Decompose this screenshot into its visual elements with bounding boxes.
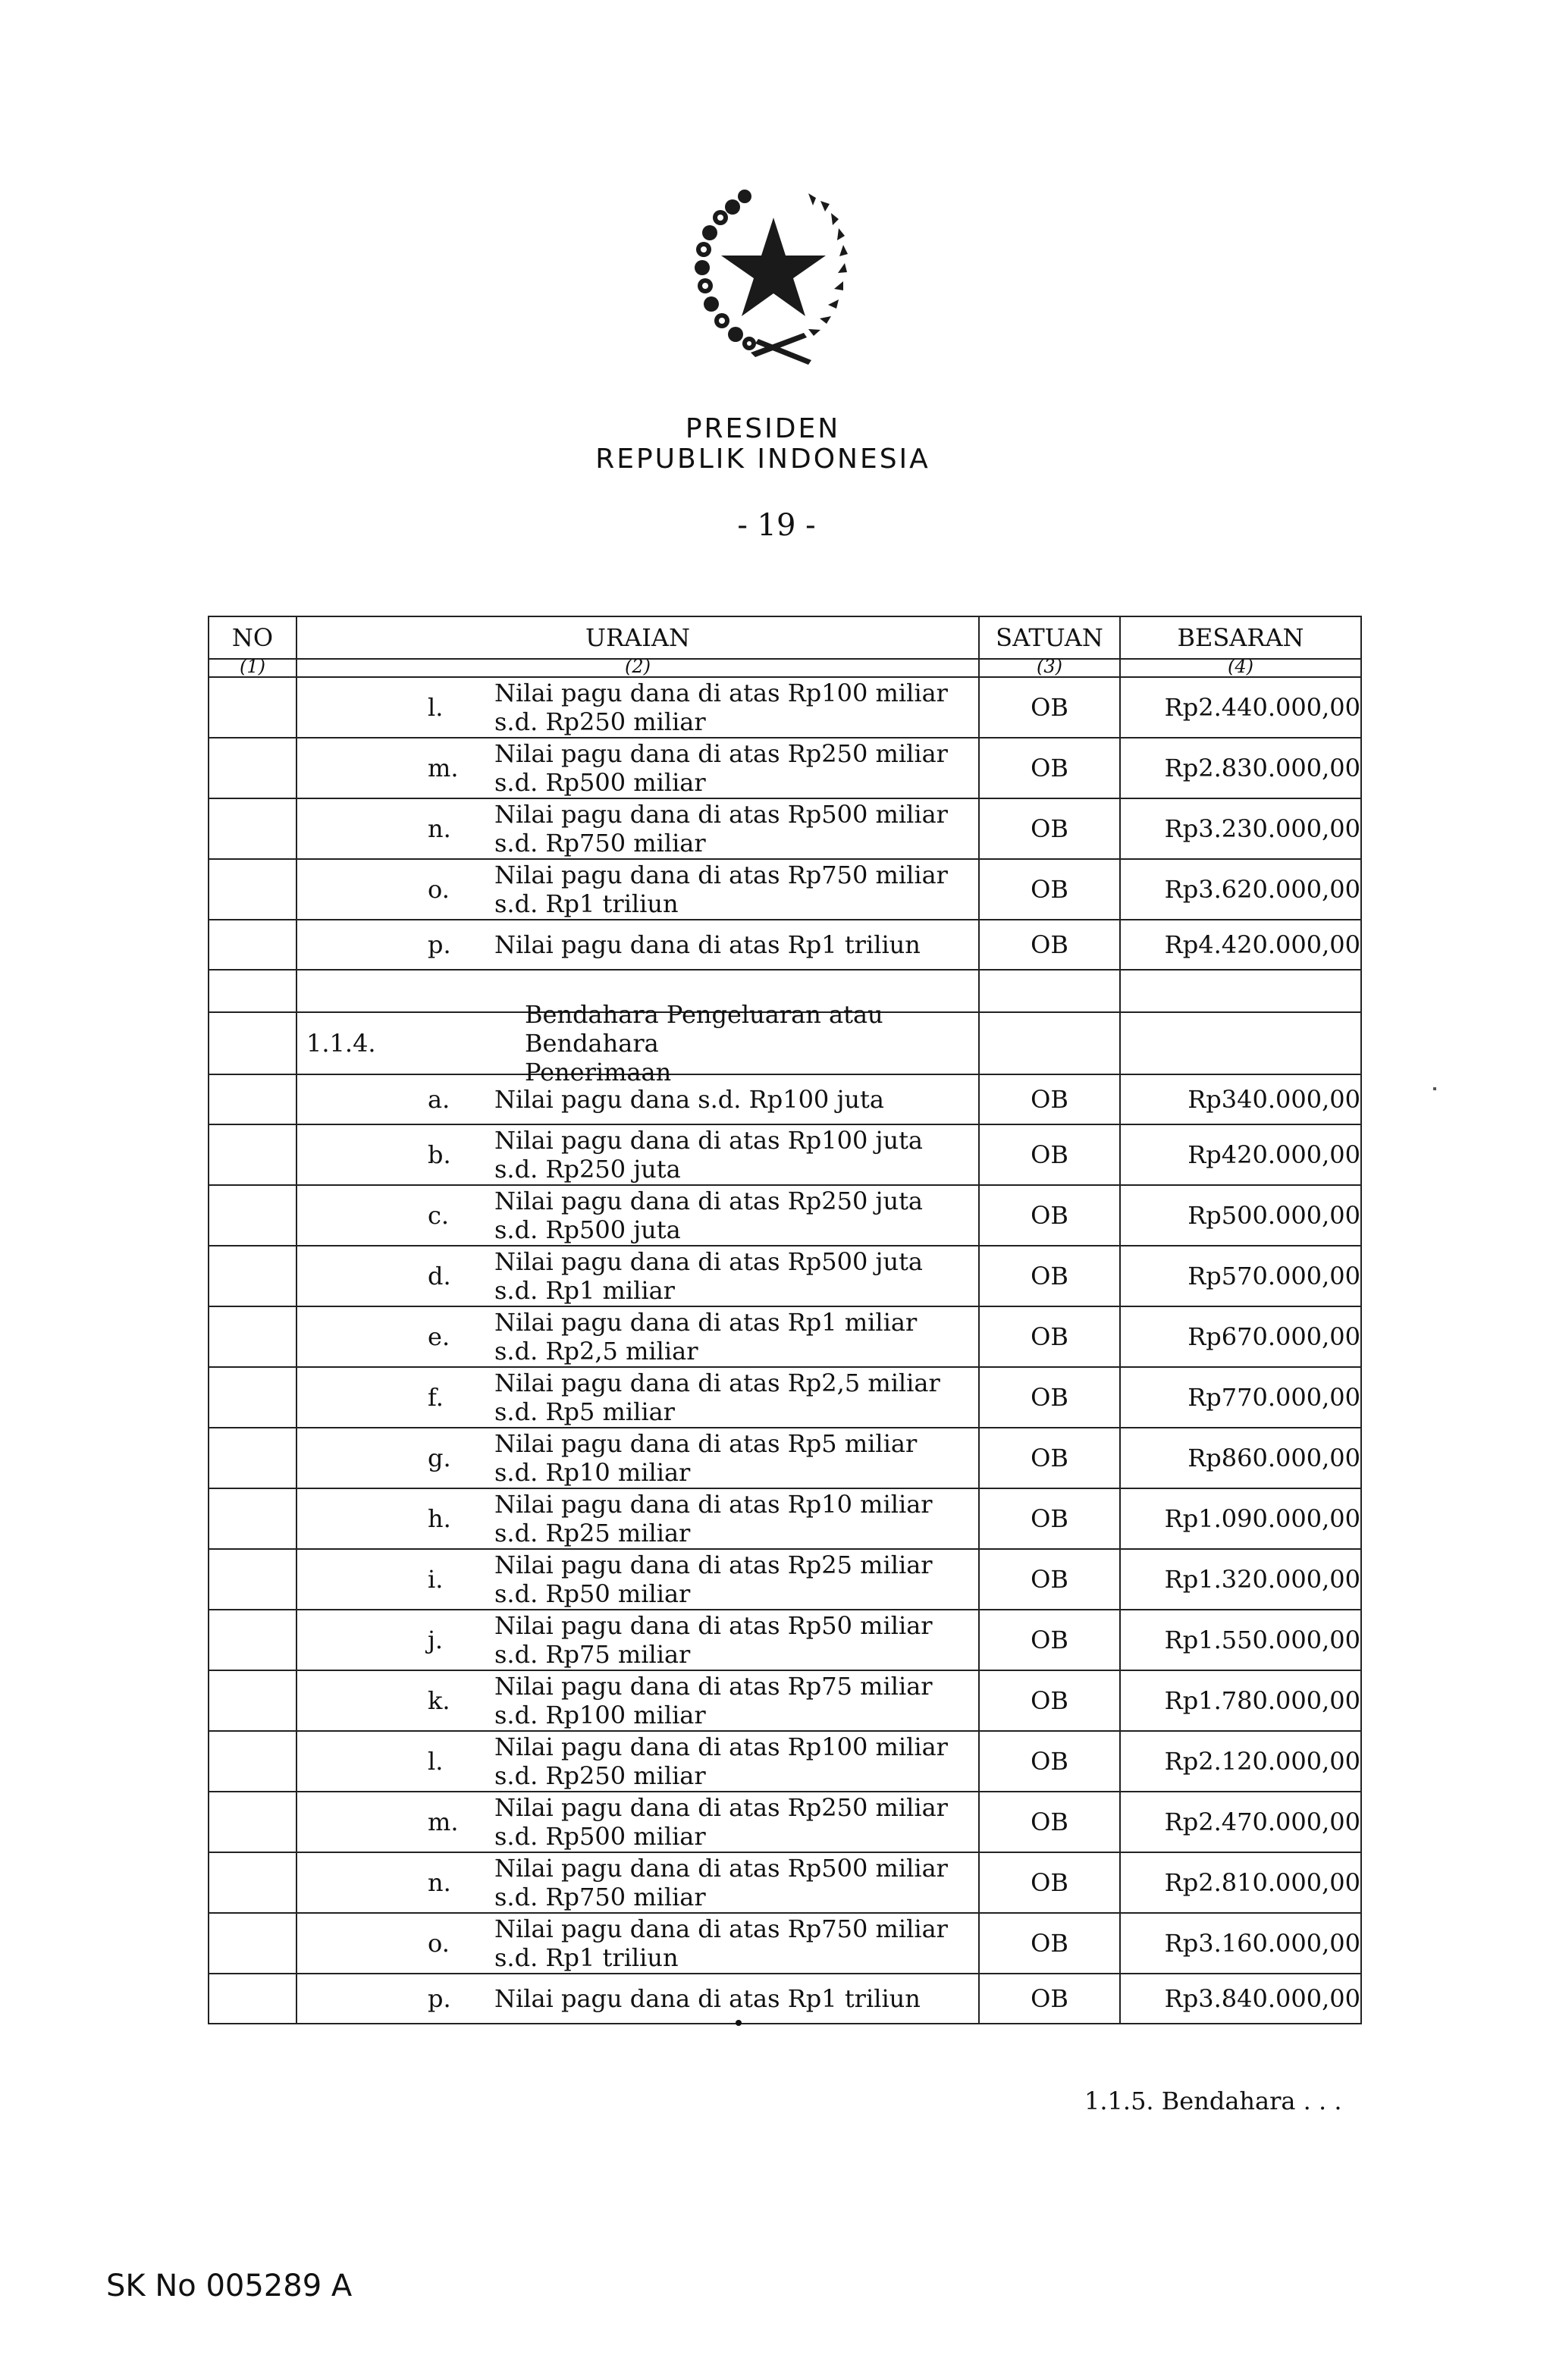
item-description-line: Nilai pagu dana di atas Rp250 miliar bbox=[494, 1793, 948, 1822]
blank-cell bbox=[209, 970, 296, 1012]
page-number: - 19 - bbox=[737, 508, 816, 543]
cell-besaran: Rp340.000,00 bbox=[1120, 1074, 1361, 1124]
item-description-line: s.d. Rp500 miliar bbox=[494, 768, 706, 797]
item-letter: o. bbox=[428, 1929, 450, 1958]
item-description-line: Nilai pagu dana di atas Rp100 juta bbox=[494, 1126, 923, 1155]
item-letter: n. bbox=[428, 1868, 451, 1897]
bullet-mark bbox=[736, 2020, 742, 2026]
item-letter: k. bbox=[428, 1686, 450, 1715]
cell-no bbox=[209, 1185, 296, 1246]
header-no: NO bbox=[209, 616, 296, 659]
cell-no bbox=[209, 677, 296, 738]
cell-uraian bbox=[296, 1124, 979, 1185]
cell-besaran: Rp500.000,00 bbox=[1120, 1185, 1361, 1246]
cell-besaran: Rp2.120.000,00 bbox=[1120, 1731, 1361, 1792]
cell-besaran: Rp670.000,00 bbox=[1120, 1306, 1361, 1367]
table-row bbox=[209, 1913, 1361, 1974]
table-row bbox=[209, 1124, 1361, 1185]
cell-besaran: Rp570.000,00 bbox=[1120, 1246, 1361, 1306]
cell-no bbox=[209, 1852, 296, 1913]
item-description-line: Nilai pagu dana di atas Rp750 miliar bbox=[494, 861, 948, 889]
item-description-line: s.d. Rp250 juta bbox=[494, 1155, 681, 1184]
cell-satuan: OB bbox=[979, 677, 1120, 738]
section-title-line: Penerimaan bbox=[525, 1058, 672, 1087]
document-code: SK No 005289 A bbox=[106, 2269, 353, 2303]
cell-satuan: OB bbox=[979, 1246, 1120, 1306]
scan-mark bbox=[1433, 1087, 1436, 1090]
cell-uraian bbox=[296, 1792, 979, 1852]
header-title-presiden: PRESIDEN bbox=[685, 413, 841, 444]
cell-satuan: OB bbox=[979, 1074, 1120, 1124]
cell-besaran: Rp4.420.000,00 bbox=[1120, 920, 1361, 970]
cell-no bbox=[209, 1549, 296, 1610]
table-row bbox=[209, 1488, 1361, 1549]
header-besaran: BESARAN bbox=[1120, 616, 1361, 659]
cell-no bbox=[209, 1428, 296, 1488]
item-letter: e. bbox=[428, 1322, 450, 1351]
item-letter: l. bbox=[428, 1747, 444, 1776]
item-description-line: s.d. Rp500 miliar bbox=[494, 1822, 706, 1851]
cell-no bbox=[209, 1074, 296, 1124]
cell-satuan: OB bbox=[979, 1124, 1120, 1185]
item-description-line: Nilai pagu dana di atas Rp10 miliar bbox=[494, 1490, 933, 1519]
item-letter: c. bbox=[428, 1201, 450, 1230]
item-letter: p. bbox=[428, 1984, 451, 2013]
garuda-star-emblem bbox=[660, 171, 887, 390]
cell-uraian bbox=[296, 1185, 979, 1246]
cell-uraian bbox=[296, 798, 979, 859]
item-description-line: s.d. Rp500 juta bbox=[494, 1215, 681, 1244]
cell-satuan: OB bbox=[979, 1792, 1120, 1852]
cell-uraian bbox=[296, 1428, 979, 1488]
cell-satuan: OB bbox=[979, 1185, 1120, 1246]
cell-uraian bbox=[296, 1913, 979, 1974]
item-letter: f. bbox=[428, 1383, 444, 1412]
cell-besaran: Rp1.320.000,00 bbox=[1120, 1549, 1361, 1610]
cell-no bbox=[209, 1792, 296, 1852]
cell-satuan: OB bbox=[979, 1670, 1120, 1731]
cell-satuan: OB bbox=[979, 1549, 1120, 1610]
cell-uraian bbox=[296, 1974, 979, 2024]
table-row bbox=[209, 1185, 1361, 1246]
item-description-line: Nilai pagu dana di atas Rp1 triliun bbox=[494, 930, 921, 959]
cell-uraian bbox=[296, 1731, 979, 1792]
item-description-line: s.d. Rp50 miliar bbox=[494, 1579, 691, 1608]
table-row bbox=[209, 1974, 1361, 2024]
cell-satuan: OB bbox=[979, 1367, 1120, 1428]
header-uraian: URAIAN bbox=[296, 616, 979, 659]
column-number-row bbox=[209, 659, 1361, 677]
cell-satuan: OB bbox=[979, 1488, 1120, 1549]
item-description-line: s.d. Rp10 miliar bbox=[494, 1458, 691, 1487]
item-description-line: Nilai pagu dana di atas Rp5 miliar bbox=[494, 1429, 918, 1458]
cell-besaran: Rp2.470.000,00 bbox=[1120, 1792, 1361, 1852]
header-satuan: SATUAN bbox=[979, 616, 1120, 659]
table-row bbox=[209, 1074, 1361, 1124]
item-description-line: s.d. Rp750 miliar bbox=[494, 1883, 706, 1911]
item-letter: l. bbox=[428, 693, 444, 722]
cell-no bbox=[209, 1731, 296, 1792]
cell-no bbox=[209, 1488, 296, 1549]
item-description-line: Nilai pagu dana di atas Rp75 miliar bbox=[494, 1672, 933, 1701]
catchword-next-page: 1.1.5. Bendahara . . . bbox=[1084, 2087, 1342, 2115]
section-heading-cell bbox=[296, 1000, 979, 1087]
item-description-line: s.d. Rp100 miliar bbox=[494, 1701, 706, 1729]
cell-besaran: Rp860.000,00 bbox=[1120, 1428, 1361, 1488]
cell-uraian bbox=[296, 1670, 979, 1731]
cell-satuan: OB bbox=[979, 1610, 1120, 1670]
item-description-line: Nilai pagu dana di atas Rp50 miliar bbox=[494, 1611, 933, 1640]
cell-no bbox=[209, 1367, 296, 1428]
cell-satuan: OB bbox=[979, 1852, 1120, 1913]
table-row bbox=[209, 1610, 1361, 1670]
item-letter: m. bbox=[428, 754, 459, 782]
column-number-4: (4) bbox=[1120, 659, 1361, 677]
item-letter: n. bbox=[428, 814, 451, 843]
cell-no bbox=[209, 920, 296, 970]
cell-satuan: OB bbox=[979, 1731, 1120, 1792]
table-row bbox=[209, 1428, 1361, 1488]
cell-no bbox=[209, 1913, 296, 1974]
item-description-line: s.d. Rp250 miliar bbox=[494, 707, 706, 736]
cell-besaran: Rp2.830.000,00 bbox=[1120, 738, 1361, 798]
cell-no bbox=[209, 1124, 296, 1185]
table-row bbox=[209, 1792, 1361, 1852]
item-letter: m. bbox=[428, 1808, 459, 1836]
cell-besaran: Rp3.230.000,00 bbox=[1120, 798, 1361, 859]
tariff-table bbox=[208, 616, 1362, 2024]
cell-no bbox=[209, 1610, 296, 1670]
table-row bbox=[209, 1852, 1361, 1913]
cell-uraian bbox=[296, 1549, 979, 1610]
cell-satuan bbox=[979, 1012, 1120, 1074]
blank-cell bbox=[979, 970, 1120, 1012]
cell-satuan: OB bbox=[979, 859, 1120, 920]
cell-uraian bbox=[296, 1306, 979, 1367]
item-description-line: s.d. Rp1 triliun bbox=[494, 1943, 679, 1972]
item-description-line: Nilai pagu dana di atas Rp750 miliar bbox=[494, 1914, 948, 1943]
cell-besaran: Rp1.090.000,00 bbox=[1120, 1488, 1361, 1549]
section-row bbox=[209, 1012, 1361, 1074]
item-description-line: Nilai pagu dana di atas Rp1 miliar bbox=[494, 1308, 918, 1337]
header-title-republik: REPUBLIK INDONESIA bbox=[595, 444, 930, 475]
cell-uraian bbox=[296, 1074, 979, 1124]
cell-no bbox=[209, 1974, 296, 2024]
table-row bbox=[209, 798, 1361, 859]
cell-besaran: Rp3.160.000,00 bbox=[1120, 1913, 1361, 1974]
cell-no bbox=[209, 1670, 296, 1731]
item-description-line: Nilai pagu dana di atas Rp100 miliar bbox=[494, 679, 948, 707]
item-description-line: Nilai pagu dana di atas Rp250 juta bbox=[494, 1187, 923, 1215]
cell-uraian bbox=[296, 859, 979, 920]
cell-uraian bbox=[296, 677, 979, 738]
cell-besaran: Rp770.000,00 bbox=[1120, 1367, 1361, 1428]
blank-cell bbox=[1120, 970, 1361, 1012]
cell-besaran: Rp3.620.000,00 bbox=[1120, 859, 1361, 920]
cell-besaran: Rp3.840.000,00 bbox=[1120, 1974, 1361, 2024]
column-number-3: (3) bbox=[979, 659, 1120, 677]
column-number-2: (2) bbox=[296, 659, 979, 677]
cell-besaran: Rp420.000,00 bbox=[1120, 1124, 1361, 1185]
item-description-line: Nilai pagu dana di atas Rp25 miliar bbox=[494, 1551, 933, 1579]
item-letter: j. bbox=[428, 1626, 444, 1654]
item-description-line: Nilai pagu dana di atas Rp500 miliar bbox=[494, 1854, 948, 1883]
cell-besaran: Rp2.810.000,00 bbox=[1120, 1852, 1361, 1913]
table-row bbox=[209, 738, 1361, 798]
table-header-row bbox=[209, 616, 1361, 659]
item-description-line: s.d. Rp750 miliar bbox=[494, 829, 706, 858]
section-code: 1.1.4. bbox=[306, 1029, 376, 1058]
item-letter: a. bbox=[428, 1085, 450, 1114]
cell-satuan: OB bbox=[979, 1306, 1120, 1367]
table-row bbox=[209, 1670, 1361, 1731]
item-description-line: Nilai pagu dana s.d. Rp100 juta bbox=[494, 1085, 884, 1114]
cell-no bbox=[209, 1246, 296, 1306]
table-row bbox=[209, 1731, 1361, 1792]
item-letter: d. bbox=[428, 1262, 451, 1290]
cell-satuan: OB bbox=[979, 738, 1120, 798]
item-letter: g. bbox=[428, 1444, 451, 1472]
cell-satuan: OB bbox=[979, 920, 1120, 970]
cell-uraian bbox=[296, 1852, 979, 1913]
table-row bbox=[209, 1306, 1361, 1367]
cell-no bbox=[209, 738, 296, 798]
cell-besaran: Rp1.780.000,00 bbox=[1120, 1670, 1361, 1731]
item-description-line: s.d. Rp250 miliar bbox=[494, 1761, 706, 1790]
column-number-1: (1) bbox=[209, 659, 296, 677]
cell-besaran: Rp2.440.000,00 bbox=[1120, 677, 1361, 738]
cell-besaran: Rp1.550.000,00 bbox=[1120, 1610, 1361, 1670]
cell-uraian bbox=[296, 1488, 979, 1549]
table-row bbox=[209, 859, 1361, 920]
cell-uraian bbox=[296, 1246, 979, 1306]
table-row bbox=[209, 920, 1361, 970]
section-title-line: Bendahara Pengeluaran atau Bendahara bbox=[525, 1000, 883, 1058]
item-description-line: Nilai pagu dana di atas Rp500 juta bbox=[494, 1247, 923, 1276]
cell-satuan: OB bbox=[979, 1428, 1120, 1488]
cell-no bbox=[209, 859, 296, 920]
item-description-line: Nilai pagu dana di atas Rp1 triliun bbox=[494, 1984, 921, 2013]
item-description-line: Nilai pagu dana di atas Rp250 miliar bbox=[494, 739, 948, 768]
table-row bbox=[209, 1367, 1361, 1428]
cell-uraian bbox=[296, 1610, 979, 1670]
cell-no bbox=[209, 1306, 296, 1367]
item-description-line: s.d. Rp1 miliar bbox=[494, 1276, 675, 1305]
cell-satuan: OB bbox=[979, 798, 1120, 859]
cell-uraian bbox=[296, 920, 979, 970]
item-letter: p. bbox=[428, 930, 451, 959]
cell-no bbox=[209, 1012, 296, 1074]
item-description-line: s.d. Rp1 triliun bbox=[494, 889, 679, 918]
table-row bbox=[209, 1549, 1361, 1610]
item-description-line: s.d. Rp5 miliar bbox=[494, 1397, 675, 1426]
table-row bbox=[209, 1246, 1361, 1306]
table-row bbox=[209, 677, 1361, 738]
item-letter: b. bbox=[428, 1140, 451, 1169]
item-description-line: s.d. Rp25 miliar bbox=[494, 1519, 691, 1547]
item-description-line: Nilai pagu dana di atas Rp500 miliar bbox=[494, 800, 948, 829]
item-description-line: s.d. Rp75 miliar bbox=[494, 1640, 691, 1669]
cell-no bbox=[209, 798, 296, 859]
cell-satuan: OB bbox=[979, 1974, 1120, 2024]
item-letter: i. bbox=[428, 1565, 444, 1594]
item-letter: h. bbox=[428, 1504, 451, 1533]
item-description-line: Nilai pagu dana di atas Rp100 miliar bbox=[494, 1732, 948, 1761]
item-description-line: Nilai pagu dana di atas Rp2,5 miliar bbox=[494, 1369, 940, 1397]
cell-satuan: OB bbox=[979, 1913, 1120, 1974]
item-letter: o. bbox=[428, 875, 450, 904]
cell-uraian bbox=[296, 1367, 979, 1428]
cell-uraian bbox=[296, 738, 979, 798]
cell-besaran bbox=[1120, 1012, 1361, 1074]
item-description-line: s.d. Rp2,5 miliar bbox=[494, 1337, 698, 1366]
